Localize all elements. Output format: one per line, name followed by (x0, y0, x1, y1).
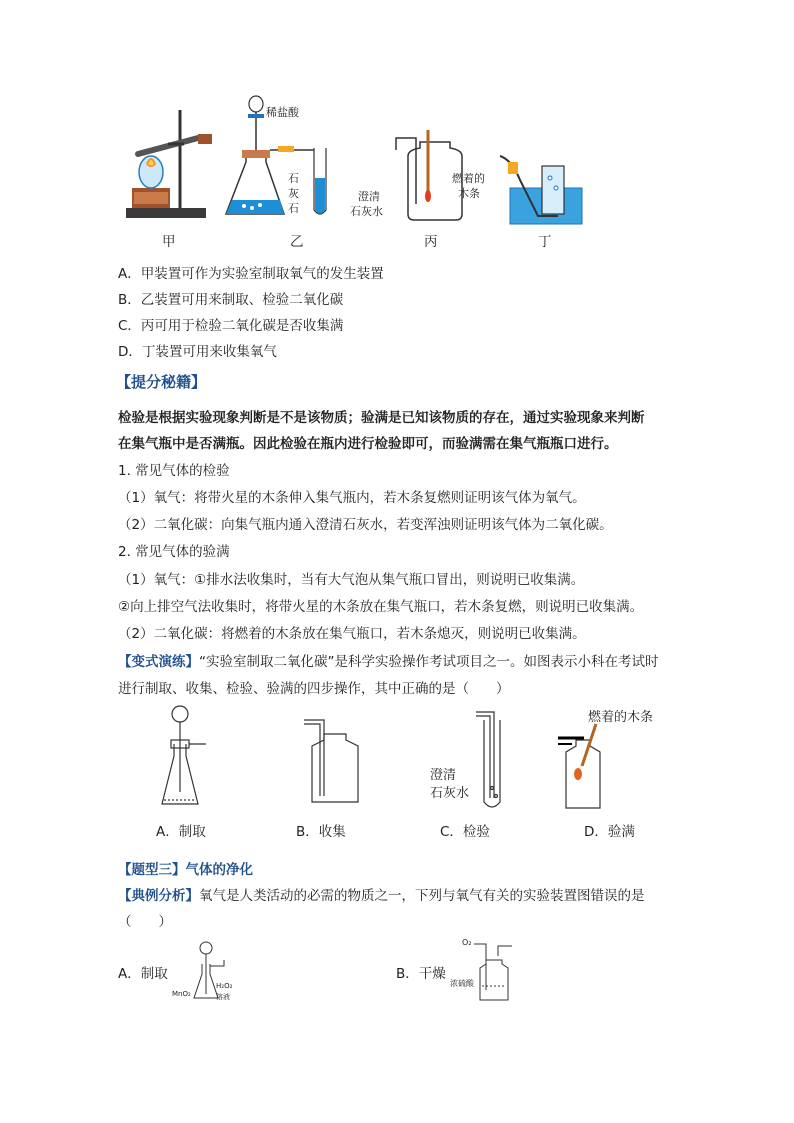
apparatus-b (304, 720, 358, 802)
label-burning-splint: 燃着的木条 (588, 710, 654, 725)
label-limewater-2: 石灰水 (350, 205, 383, 218)
label-h2o2-2: 溶液 (216, 993, 230, 1001)
practice-text-2: 进行制取、收集、检验、验满的四步操作，其中正确的是（ ） (118, 681, 510, 697)
option-c: C．丙可用于检验二氧化碳是否收集满 (118, 318, 344, 334)
option-b: B．乙装置可用来制取、检验二氧化碳 (118, 292, 344, 308)
tips-s2-2: ②向上排空气法收集时，将带火星的木条放在集气瓶口，若木条复燃，则说明已收集满。 (118, 599, 644, 615)
caption-b: B．收集 (296, 824, 346, 840)
apparatus-jia (126, 110, 212, 218)
tips-s1-1: （1）氧气：将带火星的木条伸入集气瓶内，若木条复燃则证明该气体为氧气。 (118, 490, 586, 506)
practice-text-1: “实验室制取二氧化碳”是科学实验操作考试项目之一。如图表示小科在考试时 (199, 654, 659, 670)
tips-s2-title: 2. 常见气体的验满 (118, 544, 230, 560)
label-marble-2: 灰 (288, 187, 299, 200)
type3-text-2: （ ） (118, 914, 172, 930)
apparatus-a (162, 706, 206, 804)
tips-s1-title: 1. 常见气体的检验 (118, 463, 230, 479)
type3-text-1: 氧气是人类活动的必需的物质之一，下列与氧气有关的实验装置图错误的是 (199, 888, 645, 904)
practice-tag: 【变式演练】 (118, 654, 199, 670)
tips-s2-3: （2）二氧化碳：将燃着的木条放在集气瓶口，若木条熄灭，则说明已收集满。 (118, 626, 586, 642)
caption-jia: 甲 (162, 234, 176, 250)
type3-tag: 【典例分析】 (118, 888, 199, 904)
caption-yi: 乙 (290, 234, 304, 250)
label-limewater-1: 澄清 (358, 190, 380, 203)
option-a: A．甲装置可作为实验室制取氧气的发生装置 (118, 266, 384, 282)
figure-3b-drawing (450, 938, 540, 1004)
label-mno2: MnO₂ (172, 990, 191, 998)
caption-d: D．验满 (584, 824, 635, 840)
caption-c: C．检验 (440, 824, 490, 840)
label-burning-1: 燃着的 (452, 172, 485, 185)
type3-a-label: A．制取 (118, 966, 168, 982)
practice-line-1 (118, 652, 659, 672)
type3-heading: 【题型三】气体的净化 (118, 862, 253, 878)
apparatus-c (476, 712, 500, 807)
tips-s1-2: （2）二氧化碳：向集气瓶内通入澄清石灰水，若变浑浊则证明该气体为二氧化碳。 (118, 517, 613, 533)
figure-3b (450, 938, 540, 1004)
label-p-limewater-2: 石灰水 (430, 786, 470, 801)
tips-bold-2: 在集气瓶中是否满瓶。因此检验在瓶内进行检验即可，而验满需在集气瓶瓶口进行。 (118, 436, 618, 452)
caption-a: A．制取 (156, 824, 206, 840)
label-o2: O₂ (462, 938, 472, 947)
tips-heading: 【提分秘籍】 (116, 373, 207, 391)
figure-3a (172, 940, 262, 1004)
type3-line-1 (118, 886, 645, 906)
apparatus-d (558, 724, 600, 808)
figure-2 (140, 704, 680, 844)
label-sulfuric-acid: 浓硫酸 (450, 979, 474, 988)
label-marble-3: 石 (288, 202, 299, 215)
apparatus-ding (500, 156, 582, 224)
label-h2o2-1: H₂O₂ (216, 982, 233, 990)
tips-s2-1: （1）氧气：①排水法收集时，当有大气泡从集气瓶口冒出，则说明已收集满。 (118, 572, 585, 588)
type3-b-label: B．干燥 (396, 966, 446, 982)
caption-bing: 丙 (424, 234, 438, 250)
figure-1-drawing (118, 92, 598, 252)
caption-ding: 丁 (538, 234, 552, 250)
tips-bold-1: 检验是根据实验现象判断是不是该物质；验满是已知该物质的存在，通过实验现象来判断 (118, 410, 645, 426)
label-marble-1: 石 (288, 172, 299, 185)
label-acid: 稀盐酸 (266, 106, 299, 119)
label-p-limewater-1: 澄清 (430, 768, 457, 783)
label-burning-2: 木条 (458, 187, 480, 200)
figure-1 (118, 92, 598, 252)
option-d: D．丁装置可用来收集氧气 (118, 344, 277, 360)
